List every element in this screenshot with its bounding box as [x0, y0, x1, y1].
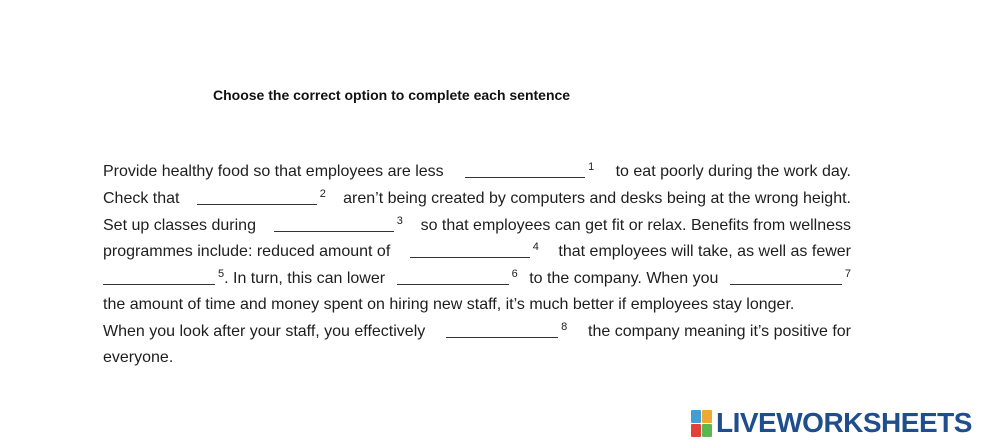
answer-blank-5[interactable]: [103, 283, 215, 285]
blank-number: 6: [511, 268, 518, 280]
line-text: the company meaning it’s positive for: [588, 323, 851, 340]
instruction-heading: Choose the correct option to complete each sentence: [213, 87, 571, 103]
line-text: Provide healthy food so that employees are less: [103, 163, 444, 180]
logo-square: [691, 410, 701, 423]
line-text: to eat poorly during the work day.: [615, 163, 851, 180]
answer-blank-7[interactable]: [730, 283, 842, 285]
answer-blank-2[interactable]: [197, 203, 317, 205]
logo-square: [691, 424, 701, 437]
logo-square: [702, 424, 712, 437]
answer-blank-4[interactable]: [410, 256, 530, 258]
blank-5-group: [103, 267, 385, 292]
line-text: aren’t being created by computers and desks being at the wrong height.: [343, 190, 851, 207]
passage-line-4: [103, 240, 851, 264]
blank-number: 4: [532, 241, 539, 253]
blank-3-group: [274, 215, 403, 239]
line-text: that employees will take, as well as fewer: [558, 243, 851, 260]
logo-text: LIVEWORKSHEETS: [716, 407, 972, 438]
answer-blank-3[interactable]: [274, 230, 394, 232]
passage-line-1: [103, 160, 851, 184]
logo-mark-icon: [691, 410, 712, 437]
passage-line-5: [103, 267, 851, 291]
blank-number: 3: [396, 215, 403, 227]
line-text: so that employees can get fit or relax. Benefits from wellness: [420, 217, 851, 234]
line-text: Check that: [103, 190, 180, 207]
blank-6-group: [397, 268, 518, 292]
blank-1-group: [465, 161, 594, 185]
liveworksheets-logo[interactable]: [691, 407, 972, 439]
line-text: the amount of time and money spent on hiring new staff, it’s much better if employees stay longer.: [103, 296, 795, 313]
line-text: . In turn, this can lower: [224, 270, 386, 287]
line-text: When you look after your staff, you effectively: [103, 323, 426, 340]
blank-8-group: [446, 321, 567, 345]
answer-blank-8[interactable]: [446, 336, 558, 338]
passage-line-6: [103, 293, 851, 317]
logo-square: [702, 410, 712, 423]
line-text: Set up classes during: [103, 217, 256, 234]
line-text: to the company. When you: [529, 270, 719, 287]
blank-7-group: [730, 268, 851, 292]
blank-number: 7: [844, 268, 851, 280]
blank-number: 1: [588, 161, 595, 173]
blank-number: 5: [218, 268, 225, 280]
passage-line-8: [103, 346, 173, 370]
passage-line-2: [103, 187, 851, 211]
line-text: everyone.: [103, 349, 174, 366]
line-text: programmes include: reduced amount of: [103, 243, 391, 260]
passage-line-3: [103, 214, 851, 238]
blank-number: 2: [319, 188, 326, 200]
blank-2-group: [197, 188, 326, 212]
answer-blank-6[interactable]: [397, 283, 509, 285]
answer-blank-1[interactable]: [465, 176, 585, 178]
blank-4-group: [410, 241, 539, 265]
passage-line-7: [103, 320, 851, 344]
blank-number: 8: [561, 321, 568, 333]
